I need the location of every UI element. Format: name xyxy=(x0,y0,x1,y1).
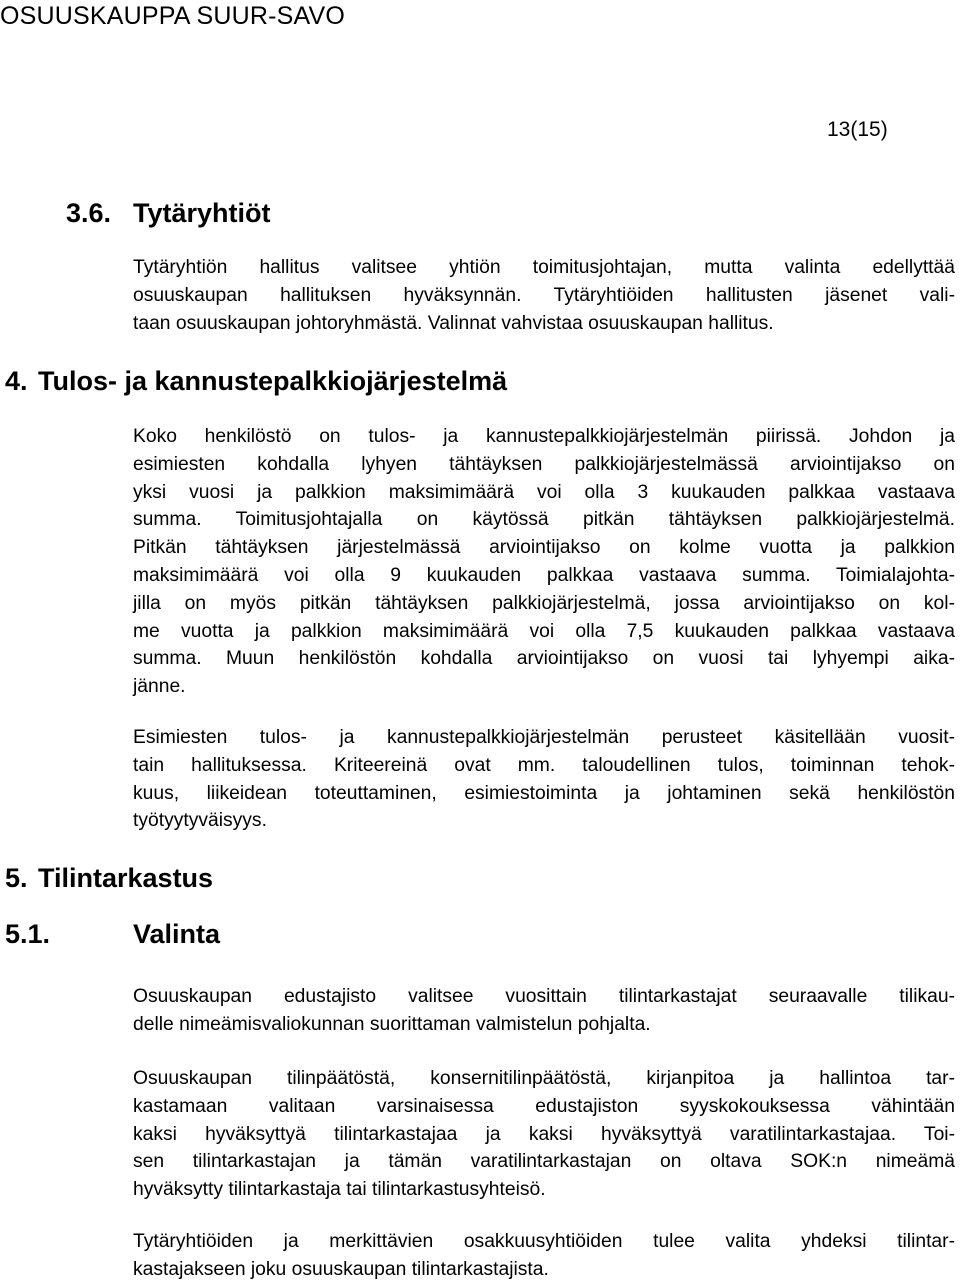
text-line: Esimiesten tulos- ja kannustepalkkiojärjestelmän perusteet käsitellään vuosit- xyxy=(133,727,955,748)
text-line: kastamaan valitaan varsinaisessa edustajiston syyskokouksessa vähintään xyxy=(133,1095,955,1117)
section-number: 5. xyxy=(5,863,28,893)
text-line: yksi vuosi ja palkkion maksimimäärä voi olla 3 kuukauden palkkaa vastaava xyxy=(133,481,955,503)
text-line: hyväksytty tilintarkastaja tai tilintarkastusyhteisö. xyxy=(133,1179,546,1201)
text-line: osuuskaupan hallituksen hyväksynnän. Tytäryhtiöiden hallitusten jäsenet vali- xyxy=(133,284,955,306)
page-number: 13(15) xyxy=(827,118,888,141)
section-number: 5.1. xyxy=(5,919,51,949)
text-line: maksimimäärä voi olla 9 kuukauden palkkaa vastaava summa. Toimialajohta- xyxy=(133,564,955,586)
text-line: delle nimeämisvaliokunnan suorittaman valmistelun pohjalta. xyxy=(133,1013,651,1035)
section-number: 4. xyxy=(5,366,28,396)
text-line: taan osuuskaupan johtoryhmästä. Valinnat vahvistaa osuuskaupan hallitus. xyxy=(133,312,774,334)
text-line: sen tilintarkastajan ja tämän varatilintarkastajan on oltava SOK:n nimeämä xyxy=(133,1151,955,1173)
text-line: kastajakseen joku osuuskaupan tilintarkastajista. xyxy=(133,1258,549,1280)
text-line: Pitkän tähtäyksen järjestelmässä arviointijakso on kolme vuotta ja palkkion xyxy=(133,537,955,559)
text-line: summa. Muun henkilöstön kohdalla arviointijakso on vuosi tai lyhyempi aika- xyxy=(133,648,955,670)
text-line: Osuuskaupan tilinpäätöstä, konsernitilinpäätöstä, kirjanpitoa ja hallintoa tar- xyxy=(133,1068,955,1089)
text-line: me vuotta ja palkkion maksimimäärä voi olla 7,5 kuukauden palkkaa vastaava xyxy=(133,620,955,642)
paragraph-auditor-election xyxy=(133,983,955,1039)
paragraph-subsidiaries xyxy=(133,254,955,337)
paragraph-incentive-scheme xyxy=(133,423,955,701)
section-number: 3.6. xyxy=(66,198,112,228)
text-line: esimiesten kohdalla lyhyen tähtäyksen palkkiojärjestelmässä arviointijakso on xyxy=(133,453,955,475)
heading-3-6 xyxy=(66,196,271,230)
text-line: Tytäryhtiön hallitus valitsee yhtiön toimitusjohtajan, mutta valinta edellyttää xyxy=(133,257,955,278)
section-title: Tilintarkastus xyxy=(38,863,214,893)
section-title: Valinta xyxy=(133,919,221,949)
section-title: Tytäryhtiöt xyxy=(133,198,271,228)
text-line: työtyytyväisyys. xyxy=(133,810,267,832)
paragraph-incentive-criteria xyxy=(133,724,955,835)
text-line: summa. Toimitusjohtajalla on käytössä pitkän tähtäyksen palkkiojärjestelmä. xyxy=(133,509,955,531)
text-line: Koko henkilöstö on tulos- ja kannustepalkkiojärjestelmän piirissä. Johdon ja xyxy=(133,426,955,447)
heading-4 xyxy=(5,364,507,398)
text-line: jänne. xyxy=(133,676,186,698)
section-title: Tulos- ja kannustepalkkiojärjestelmä xyxy=(38,366,508,396)
paragraph-subsidiary-auditors xyxy=(133,1228,955,1284)
text-line: kaksi hyväksyttyä tilintarkastajaa ja kaksi hyväksyttyä varatilintarkastajaa. Toi- xyxy=(133,1123,955,1145)
text-line: jilla on myös pitkän tähtäyksen palkkiojärjestelmä, jossa arviointijakso on kol- xyxy=(133,592,955,614)
paragraph-auditor-requirements xyxy=(133,1065,955,1204)
text-line: kuus, liikeidean toteuttaminen, esimiestoiminta ja johtaminen sekä henkilöstön xyxy=(133,782,955,804)
text-line: tain hallituksessa. Kriteereinä ovat mm. taloudellinen tulos, toiminnan tehok- xyxy=(133,754,955,776)
heading-5 xyxy=(5,861,213,895)
text-line: Osuuskaupan edustajisto valitsee vuosittain tilintarkastajat seuraavalle tilikau- xyxy=(133,986,955,1007)
text-line: Tytäryhtiöiden ja merkittävien osakkuusyhtiöiden tulee valita yhdeksi tilintar- xyxy=(133,1231,955,1252)
organization-name: OSUUSKAUPPA SUUR-SAVO xyxy=(0,2,346,30)
heading-5-1 xyxy=(5,917,220,951)
